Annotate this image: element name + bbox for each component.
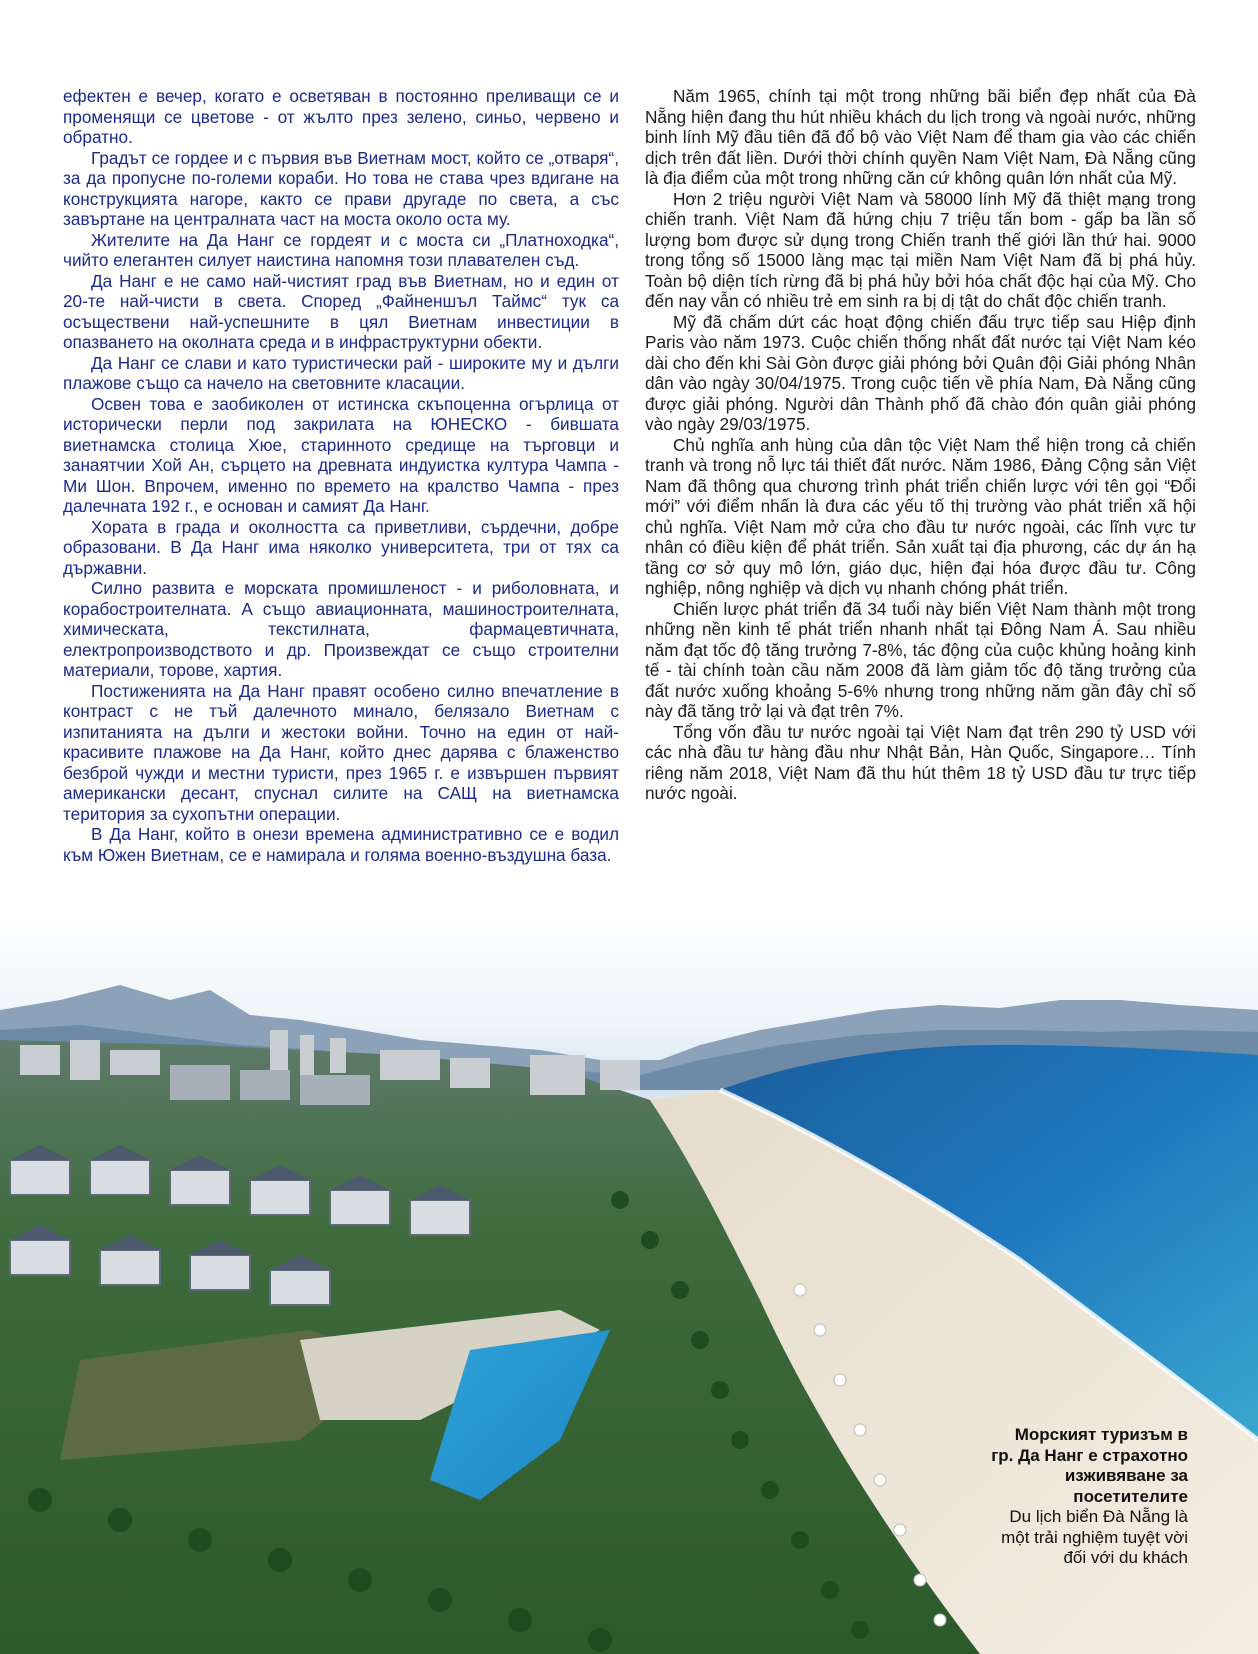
bg-paragraph: Да Нанг се слави и като туристически рай - широките му и дълги плажове също са начело на световните класации. bbox=[63, 352, 619, 393]
vietnamese-article-column bbox=[645, 86, 1196, 804]
caption-vi-line: đối với du khách bbox=[1063, 1548, 1188, 1567]
vi-paragraph: Tổng vốn đầu tư nước ngoài tại Việt Nam đạt trên 290 tỷ USD với các nhà đầu tư hàng đầu như Nhật Bản, Hàn Quốc, Singapore… Tính riêng năm 2018, Việt Nam đã thu hút thêm 18 tỷ USD đầu tư trực tiếp nước ngoài. bbox=[645, 721, 1196, 803]
vi-paragraph: Năm 1965, chính tại một trong những bãi biển đẹp nhất của Đà Nẵng hiện đang thu hút nhiều khách du lịch trong và ngoài nước, những binh lính Mỹ đầu tiên đã đổ bộ vào Việt Nam để tham gia vào các chiến dịch trên đất liền. Dưới thời chính quyền Nam Việt Nam, Đà Nẵng cũng là địa điểm của một trong những căn cứ không quân lớn nhất của Mỹ. bbox=[645, 86, 1196, 188]
caption-vi-line: Du lịch biển Đà Nẵng là bbox=[1009, 1507, 1188, 1526]
bg-paragraph: Постиженията на Да Нанг правят особено силно впечатление в контраст с не тъй далечното минало, белязало Виетнам с изпитанията на дълги и жестоки войни. Точно на един от най-красивите плажове на Да Нанг, който днес дарява с блаженство безброй чужди и местни туристи, през 1965 г. е извършен първият американски десант, спуснал силите на САЩ на виетнамска територия за сухопътни операции. bbox=[63, 680, 619, 824]
bg-paragraph: Силно развита е морската промишленост - и риболовната, и корабостроителната. А също авиационната, машиностроителната, химическата, текстилната, фармацевтичната, електропроизводството и др. Произвеждат се също строителни материали, торове, хартия. bbox=[63, 578, 619, 680]
caption-bg-line: гр. Да Нанг е страхотно bbox=[991, 1445, 1188, 1465]
caption-bg-line: посетителите bbox=[1073, 1486, 1188, 1506]
bg-paragraph: В Да Нанг, който в онези времена административно се е водил към Южен Виетнам, се е намирала и голяма военно-въздушна база. bbox=[63, 824, 619, 865]
bg-paragraph: ефектен е вечер, когато е осветяван в постоянно преливащи се и променящи се цветове - от жълто през зелено, синьо, червено и обратно. bbox=[63, 86, 619, 147]
caption-vi-line: một trải nghiệm tuyệt vời bbox=[1001, 1527, 1188, 1547]
vi-paragraph: Mỹ đã chấm dứt các hoạt động chiến đấu trực tiếp sau Hiệp định Paris vào năm 1973. Cuộc chiến thống nhất đất nước tại Việt Nam kéo dài cho đến khi Sài Gòn được giải phóng bởi Quân đội Giải phóng Nhân dân vào ngày 30/04/1975. Trong cuộc tiến về phía Nam, Đà Nẵng cũng được giải phóng. Người dân Thành phố đã chào đón quân giải phóng vào ngày 29/03/1975. bbox=[645, 311, 1196, 434]
vi-paragraph: Chủ nghĩa anh hùng của dân tộc Việt Nam thể hiện trong cả chiến tranh và trong nỗ lực tái thiết đất nước. Năm 1986, Đảng Cộng sản Việt Nam đã thông qua chương trình phát triển chiến lược với tên gọi “Đổi mới” với điểm nhấn là đưa các yếu tố thị trường vào phát triển xã hội chủ nghĩa. Việt Nam mở cửa cho đầu tư nước ngoài, các lĩnh vực tư nhân có điều kiện để phát triển. Sản xuất tại địa phương, các dự án hạ tầng cơ sở quy mô lớn, giáo dục, hiện đại hóa được đầu tư. Công nghiệp, nông nghiệp và dịch vụ nhanh chóng phát triển. bbox=[645, 434, 1196, 598]
caption-bg-line: изживяване за bbox=[1064, 1466, 1188, 1485]
bg-paragraph: Освен това е заобиколен от истинска скъпоценна огърлица от историчeски перли под закрилата на ЮНЕСКО - бившата виетнамска столица Хюе, старинното средище на търговци и занаятчии Хой Ан, сърцето на древната индуистка култура Чампа - Ми Шон. Впрочем, именно по времето на кралство Чампа - през далечната 192 г., е основан и самият Да Нанг. bbox=[63, 393, 619, 516]
vi-paragraph: Chiến lược phát triển đã 34 tuổi này biến Việt Nam thành một trong những nền kinh tế phát triển nhanh nhất tại Đông Nam Á. Sau nhiều năm đạt tốc độ tăng trưởng 7-8%, tác động của cuộc khủng hoảng kinh tế - tài chính toàn cầu năm 2008 đã làm giảm tốc độ tăng trưởng của đất nước xuống khoảng 5-6% nhưng trong những năm gần đây chỉ số này đã tăng trở lại và đạt trên 7%. bbox=[645, 598, 1196, 721]
bulgarian-article-column bbox=[63, 86, 619, 865]
bg-paragraph: Градът се гордее и с първия във Виетнам мост, който се „отваря“, за да пропусне по-големи кораби. Но това не става чрез вдигане на конструкцията нагоре, както се прави другаде по света, а със завъртане на централната част на моста около оста му. bbox=[63, 147, 619, 229]
bg-paragraph: Жителите на Да Нанг се гордеят и с моста си „Платноходка“, чийто елегантен силует наистина напомня този плавателен съд. bbox=[63, 229, 619, 270]
photo-caption bbox=[928, 1425, 1188, 1569]
bg-paragraph: Хората в града и околността са приветливи, сърдечни, добре образовани. В Да Нанг има няколко университета, три от тях са държавни. bbox=[63, 516, 619, 578]
bg-paragraph: Да Нанг е не само най-чистият град във Виетнам, но и един от 20-те най-чисти в света. Според „Файненшъл Таймс“ тук са осъществени най-успешните в цял Виетнам инвестиции в опазването на околната среда и в инфраструктурни обекти. bbox=[63, 270, 619, 352]
caption-bg-line: Морският туризъм в bbox=[1014, 1425, 1188, 1444]
vi-paragraph: Hơn 2 triệu người Việt Nam và 58000 lính Mỹ đã thiệt mạng trong chiến tranh. Việt Nam đã hứng chịu 7 triệu tấn bom - gấp ba lần số lượng bom được sử dụng trong Chiến tranh thế giới lần thứ hai. 9000 trong tổng số 15000 làng mạc tại miền Nam Việt Nam đã bị phá hủy. Toàn bộ diện tích rừng đã bị phá hủy bởi hóa chất độc hại của Mỹ. Cho đến nay vẫn có nhiều trẻ em sinh ra bị dị tật do chất độc chiến tranh. bbox=[645, 188, 1196, 311]
